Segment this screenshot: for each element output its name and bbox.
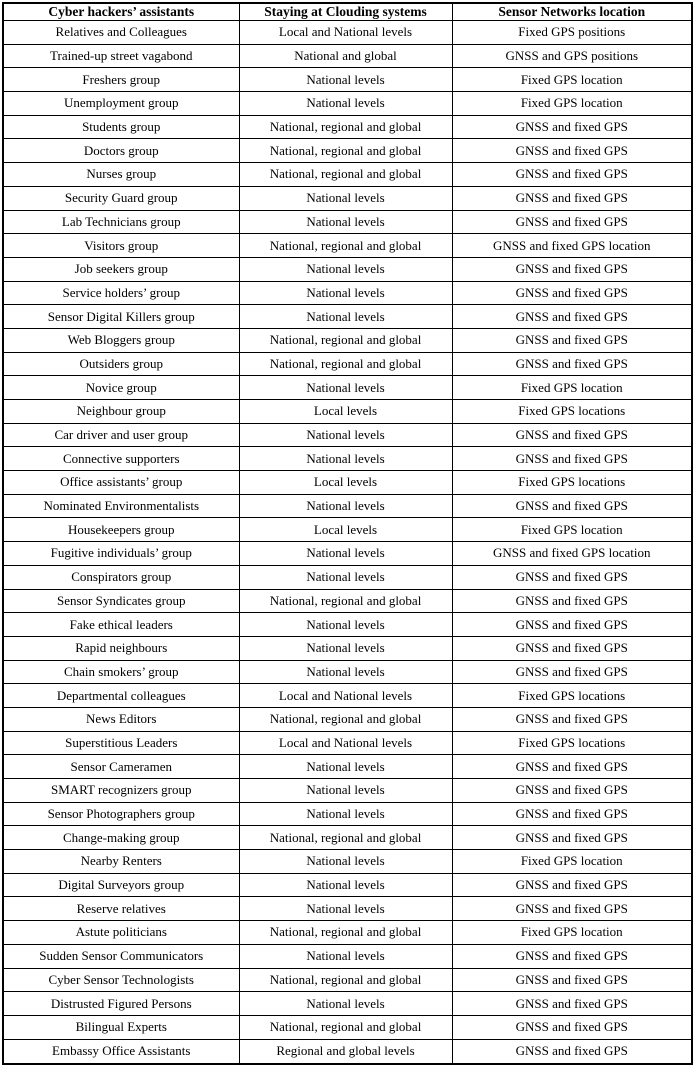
- table-row: [3, 850, 692, 874]
- table-cell: GNSS and fixed GPS: [452, 115, 692, 139]
- table-row: [3, 731, 692, 755]
- table-body: [3, 21, 692, 1065]
- table-cell: GNSS and fixed GPS: [452, 897, 692, 921]
- table-cell: Web Bloggers group: [3, 328, 239, 352]
- table-cell: Bilingual Experts: [3, 1015, 239, 1039]
- table-cell: Job seekers group: [3, 257, 239, 281]
- table-cell: GNSS and fixed GPS: [452, 163, 692, 187]
- table-cell: GNSS and fixed GPS: [452, 494, 692, 518]
- table-cell: News Editors: [3, 707, 239, 731]
- table-cell: National levels: [239, 660, 452, 684]
- table-row: [3, 186, 692, 210]
- table-cell: Fugitive individuals’ group: [3, 542, 239, 566]
- table-row: [3, 565, 692, 589]
- table-cell: Trained-up street vagabond: [3, 44, 239, 68]
- table-row: [3, 636, 692, 660]
- table-cell: Students group: [3, 115, 239, 139]
- table-cell: National levels: [239, 992, 452, 1016]
- data-table: [2, 2, 693, 1065]
- table-cell: GNSS and fixed GPS: [452, 636, 692, 660]
- table-cell: Outsiders group: [3, 352, 239, 376]
- table-cell: Sensor Cameramen: [3, 755, 239, 779]
- table-cell: National levels: [239, 305, 452, 329]
- table-cell: GNSS and fixed GPS: [452, 873, 692, 897]
- table-cell: Local and National levels: [239, 21, 452, 45]
- table-cell: National levels: [239, 257, 452, 281]
- table-row: [3, 21, 692, 45]
- table-cell: National levels: [239, 376, 452, 400]
- table-cell: GNSS and fixed GPS: [452, 281, 692, 305]
- table-cell: GNSS and fixed GPS: [452, 826, 692, 850]
- table-cell: Housekeepers group: [3, 518, 239, 542]
- table-cell: Nearby Renters: [3, 850, 239, 874]
- table-cell: National levels: [239, 447, 452, 471]
- table-cell: GNSS and fixed GPS: [452, 328, 692, 352]
- table-cell: Nominated Environmentalists: [3, 494, 239, 518]
- table-cell: National levels: [239, 494, 452, 518]
- table-cell: GNSS and fixed GPS: [452, 210, 692, 234]
- table-row: [3, 115, 692, 139]
- table-cell: Fixed GPS location: [452, 921, 692, 945]
- table-row: [3, 281, 692, 305]
- table-row: [3, 305, 692, 329]
- table-cell: Sudden Sensor Communicators: [3, 944, 239, 968]
- table-cell: Local levels: [239, 518, 452, 542]
- table-row: [3, 494, 692, 518]
- table-cell: GNSS and fixed GPS: [452, 660, 692, 684]
- table-cell: Fixed GPS locations: [452, 400, 692, 424]
- table-row: [3, 826, 692, 850]
- table-cell: Lab Technicians group: [3, 210, 239, 234]
- table-cell: GNSS and fixed GPS: [452, 1015, 692, 1039]
- table-cell: GNSS and fixed GPS: [452, 779, 692, 803]
- table-cell: National levels: [239, 68, 452, 92]
- table-cell: GNSS and fixed GPS: [452, 186, 692, 210]
- column-header-sensor-location: Sensor Networks location: [452, 3, 692, 21]
- table-cell: National levels: [239, 92, 452, 116]
- table-cell: GNSS and fixed GPS: [452, 613, 692, 637]
- table-cell: National levels: [239, 850, 452, 874]
- column-header-clouding-systems: Staying at Clouding systems: [239, 3, 452, 21]
- table-cell: National, regional and global: [239, 589, 452, 613]
- table-cell: National levels: [239, 755, 452, 779]
- table-cell: National levels: [239, 542, 452, 566]
- table-cell: Fixed GPS locations: [452, 471, 692, 495]
- table-cell: GNSS and fixed GPS: [452, 589, 692, 613]
- table-row: [3, 447, 692, 471]
- table-row: [3, 1015, 692, 1039]
- table-row: [3, 352, 692, 376]
- table-cell: GNSS and fixed GPS: [452, 352, 692, 376]
- table-row: [3, 542, 692, 566]
- table-cell: Fixed GPS location: [452, 376, 692, 400]
- table-row: [3, 589, 692, 613]
- table-cell: Fixed GPS positions: [452, 21, 692, 45]
- table-row: [3, 68, 692, 92]
- table-cell: Conspirators group: [3, 565, 239, 589]
- table-cell: Security Guard group: [3, 186, 239, 210]
- table-cell: Regional and global levels: [239, 1039, 452, 1064]
- table-row: [3, 779, 692, 803]
- table-cell: Novice group: [3, 376, 239, 400]
- table-cell: GNSS and fixed GPS: [452, 1039, 692, 1064]
- table-cell: Connective supporters: [3, 447, 239, 471]
- table-cell: GNSS and fixed GPS: [452, 423, 692, 447]
- table-cell: National levels: [239, 873, 452, 897]
- table-cell: GNSS and fixed GPS: [452, 707, 692, 731]
- table-cell: Fixed GPS location: [452, 68, 692, 92]
- table-row: [3, 518, 692, 542]
- table-row: [3, 163, 692, 187]
- table-cell: Cyber Sensor Technologists: [3, 968, 239, 992]
- table-cell: GNSS and fixed GPS: [452, 992, 692, 1016]
- table-cell: GNSS and GPS positions: [452, 44, 692, 68]
- table-cell: GNSS and fixed GPS: [452, 944, 692, 968]
- table-row: [3, 234, 692, 258]
- table-row: [3, 613, 692, 637]
- table-cell: Fixed GPS locations: [452, 731, 692, 755]
- table-cell: Fixed GPS locations: [452, 684, 692, 708]
- table-cell: Astute politicians: [3, 921, 239, 945]
- table-cell: National levels: [239, 281, 452, 305]
- column-header-assistants: Cyber hackers’ assistants: [3, 3, 239, 21]
- table-row: [3, 328, 692, 352]
- table-cell: GNSS and fixed GPS: [452, 257, 692, 281]
- table-cell: National, regional and global: [239, 328, 452, 352]
- table-cell: Relatives and Colleagues: [3, 21, 239, 45]
- table-row: [3, 755, 692, 779]
- table-cell: National levels: [239, 186, 452, 210]
- table-cell: GNSS and fixed GPS: [452, 139, 692, 163]
- table-cell: National levels: [239, 802, 452, 826]
- table-row: [3, 992, 692, 1016]
- table-cell: Superstitious Leaders: [3, 731, 239, 755]
- table-cell: GNSS and fixed GPS location: [452, 234, 692, 258]
- table-cell: Nurses group: [3, 163, 239, 187]
- table-row: [3, 873, 692, 897]
- table-cell: GNSS and fixed GPS: [452, 755, 692, 779]
- table-row: [3, 139, 692, 163]
- table-cell: Digital Surveyors group: [3, 873, 239, 897]
- table-cell: Doctors group: [3, 139, 239, 163]
- table-cell: Fixed GPS location: [452, 850, 692, 874]
- table-cell: National, regional and global: [239, 921, 452, 945]
- table-cell: Neighbour group: [3, 400, 239, 424]
- table-cell: National levels: [239, 779, 452, 803]
- table-cell: National levels: [239, 897, 452, 921]
- table-row: [3, 921, 692, 945]
- table-row: [3, 210, 692, 234]
- table-cell: Fake ethical leaders: [3, 613, 239, 637]
- table-cell: GNSS and fixed GPS location: [452, 542, 692, 566]
- table-cell: Freshers group: [3, 68, 239, 92]
- table-cell: Chain smokers’ group: [3, 660, 239, 684]
- table-cell: National and global: [239, 44, 452, 68]
- table-header-row: [3, 3, 692, 21]
- table-cell: National, regional and global: [239, 163, 452, 187]
- table-cell: Sensor Photographers group: [3, 802, 239, 826]
- table-cell: Car driver and user group: [3, 423, 239, 447]
- table-cell: National levels: [239, 636, 452, 660]
- table-cell: Service holders’ group: [3, 281, 239, 305]
- table-cell: National levels: [239, 565, 452, 589]
- table-row: [3, 376, 692, 400]
- table-cell: GNSS and fixed GPS: [452, 565, 692, 589]
- table-cell: National, regional and global: [239, 352, 452, 376]
- table-cell: GNSS and fixed GPS: [452, 802, 692, 826]
- table-cell: Sensor Digital Killers group: [3, 305, 239, 329]
- table-cell: National levels: [239, 613, 452, 637]
- table-cell: Local and National levels: [239, 684, 452, 708]
- table-row: [3, 400, 692, 424]
- table-row: [3, 44, 692, 68]
- table-cell: National, regional and global: [239, 826, 452, 850]
- table-cell: Reserve relatives: [3, 897, 239, 921]
- table-cell: Local levels: [239, 471, 452, 495]
- table-cell: Fixed GPS location: [452, 518, 692, 542]
- table-cell: Change-making group: [3, 826, 239, 850]
- table-cell: Fixed GPS location: [452, 92, 692, 116]
- table-cell: SMART recognizers group: [3, 779, 239, 803]
- table-cell: GNSS and fixed GPS: [452, 305, 692, 329]
- table-cell: National, regional and global: [239, 707, 452, 731]
- table-row: [3, 660, 692, 684]
- table-row: [3, 471, 692, 495]
- table-cell: National, regional and global: [239, 234, 452, 258]
- table-cell: National levels: [239, 423, 452, 447]
- table-cell: National, regional and global: [239, 1015, 452, 1039]
- table-cell: National, regional and global: [239, 115, 452, 139]
- table-row: [3, 257, 692, 281]
- table-cell: GNSS and fixed GPS: [452, 447, 692, 471]
- table-cell: Departmental colleagues: [3, 684, 239, 708]
- table-row: [3, 968, 692, 992]
- table-cell: Sensor Syndicates group: [3, 589, 239, 613]
- table-row: [3, 897, 692, 921]
- table-cell: Embassy Office Assistants: [3, 1039, 239, 1064]
- table-cell: GNSS and fixed GPS: [452, 968, 692, 992]
- table-cell: Distrusted Figured Persons: [3, 992, 239, 1016]
- table-row: [3, 944, 692, 968]
- table-row: [3, 423, 692, 447]
- table-row: [3, 92, 692, 116]
- table-cell: National, regional and global: [239, 968, 452, 992]
- table-cell: National, regional and global: [239, 139, 452, 163]
- table-cell: National levels: [239, 210, 452, 234]
- table-cell: Local levels: [239, 400, 452, 424]
- table-cell: Local and National levels: [239, 731, 452, 755]
- table-cell: National levels: [239, 944, 452, 968]
- table-cell: Rapid neighbours: [3, 636, 239, 660]
- table-cell: Unemployment group: [3, 92, 239, 116]
- table-row: [3, 707, 692, 731]
- table-row: [3, 1039, 692, 1064]
- table-cell: Office assistants’ group: [3, 471, 239, 495]
- table-row: [3, 684, 692, 708]
- table-cell: Visitors group: [3, 234, 239, 258]
- table-row: [3, 802, 692, 826]
